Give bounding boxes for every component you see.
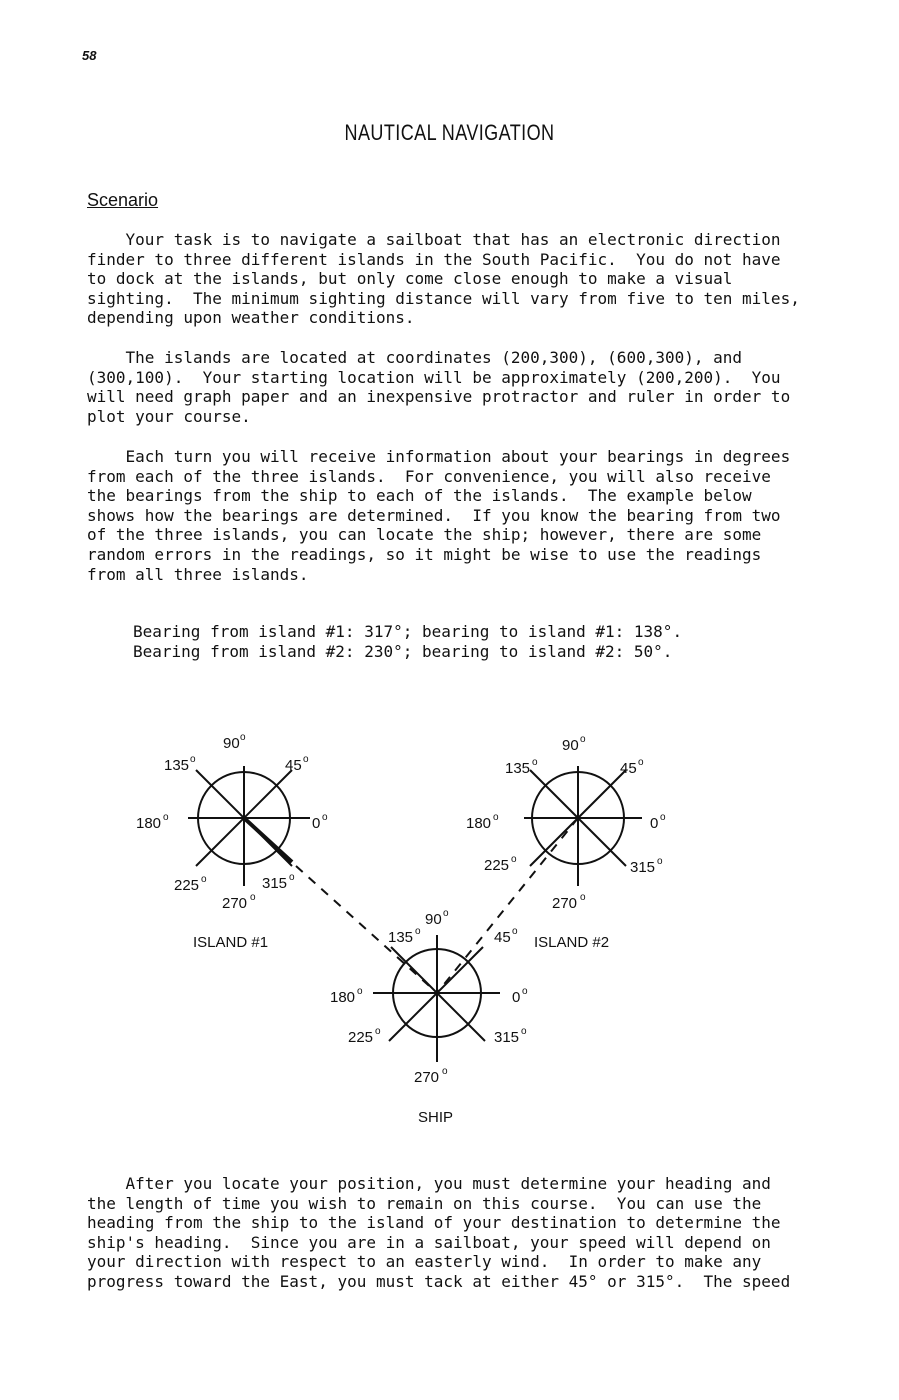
page-title: NAUTICAL NAVIGATION: [344, 120, 555, 145]
angle-45: 45: [285, 757, 302, 774]
angle-90: 90: [223, 735, 240, 752]
svg-text:o: o: [660, 812, 666, 823]
angle-270: 270: [414, 1069, 440, 1086]
angle-225: 225: [484, 857, 510, 874]
island-2-angle-labels: [466, 734, 666, 951]
angle-90: 90: [562, 737, 579, 754]
svg-text:o: o: [303, 754, 309, 765]
island-1-label: ISLAND #1: [193, 934, 269, 951]
angle-0: 0: [650, 815, 659, 832]
svg-text:o: o: [201, 874, 207, 885]
svg-text:o: o: [522, 986, 528, 997]
ship-angle-labels: [330, 908, 528, 1126]
angle-225: 225: [174, 877, 200, 894]
paragraph-bearings-info: Each turn you will receive information about your bearings in degrees from each of the three islands. For convenience, you will also receive the bearings from the ship to each of the islands. The example below shows how the bearings are determined. If you know the bearing from two of the three islands, you can locate the ship; however, there are some random errors in the readings, so it might be wise to use the readings from all three islands.: [87, 447, 791, 584]
angle-135: 135: [505, 760, 531, 777]
svg-text:o: o: [493, 812, 499, 823]
svg-text:o: o: [289, 872, 295, 883]
paragraph-heading-speed: After you locate your position, you must determine your heading and the length of time you wish to remain on this course. You can use the heading from the ship to the island of your destination to determine the ship's heading. Since you are in a sailboat, your speed will depend on your direction with respect to an easterly wind. In order to make any progress toward the East, you must tack at either 45° or 315°. The speed: [87, 1174, 791, 1291]
angle-180: 180: [136, 815, 162, 832]
island-1-compass: [188, 766, 310, 886]
angle-0: 0: [512, 989, 521, 1006]
svg-text:o: o: [357, 986, 363, 997]
angle-45: 45: [494, 929, 511, 946]
svg-text:o: o: [638, 757, 644, 768]
svg-text:o: o: [512, 926, 518, 937]
svg-text:o: o: [240, 732, 246, 743]
svg-text:o: o: [521, 1026, 527, 1037]
svg-text:o: o: [532, 757, 538, 768]
angle-225: 225: [348, 1029, 374, 1046]
svg-text:o: o: [442, 1066, 448, 1077]
ship-label: SHIP: [418, 1109, 454, 1126]
angle-270: 270: [552, 895, 578, 912]
bearing-example: Bearing from island #1: 317°; bearing to island #1: 138°. Bearing from island #2: 230°; bearing to island #2: 50°.: [133, 622, 683, 661]
svg-text:o: o: [163, 812, 169, 823]
svg-text:o: o: [580, 892, 586, 903]
section-heading: Scenario: [87, 190, 159, 210]
svg-text:o: o: [657, 856, 663, 867]
island-1-angle-labels: [136, 732, 328, 951]
angle-315: 315: [630, 859, 656, 876]
angle-135: 135: [388, 929, 414, 946]
svg-text:o: o: [190, 754, 196, 765]
paragraph-coordinates: The islands are located at coordinates (200,300), (600,300), and (300,100). Your starting location will be approximately (200,200). You will need graph paper and an inexpensive protractor and ruler in order to plot your course.: [87, 348, 791, 426]
angle-0: 0: [312, 815, 321, 832]
angle-180: 180: [330, 989, 356, 1006]
angle-270: 270: [222, 895, 248, 912]
angle-45: 45: [620, 760, 637, 777]
svg-text:o: o: [580, 734, 586, 745]
svg-text:o: o: [443, 908, 449, 919]
svg-text:o: o: [511, 854, 517, 865]
ship-compass: [373, 935, 500, 1062]
island-2-compass: [524, 766, 642, 886]
svg-text:o: o: [415, 926, 421, 937]
angle-180: 180: [466, 815, 492, 832]
paragraph-task: Your task is to navigate a sailboat that has an electronic direction finder to three different islands in the South Pacific. You do not have to dock at the islands, but only come close enough to make a visual sighting. The minimum sighting distance will vary from five to ten miles, depending upon weather conditions.: [87, 230, 800, 328]
svg-text:o: o: [322, 812, 328, 823]
svg-text:o: o: [375, 1026, 381, 1037]
island-2-label: ISLAND #2: [534, 934, 610, 951]
angle-135: 135: [164, 757, 190, 774]
angle-315: 315: [494, 1029, 520, 1046]
svg-text:o: o: [250, 892, 256, 903]
angle-315: 315: [262, 875, 288, 892]
angle-90: 90: [425, 911, 442, 928]
page-number: 58: [82, 48, 97, 63]
